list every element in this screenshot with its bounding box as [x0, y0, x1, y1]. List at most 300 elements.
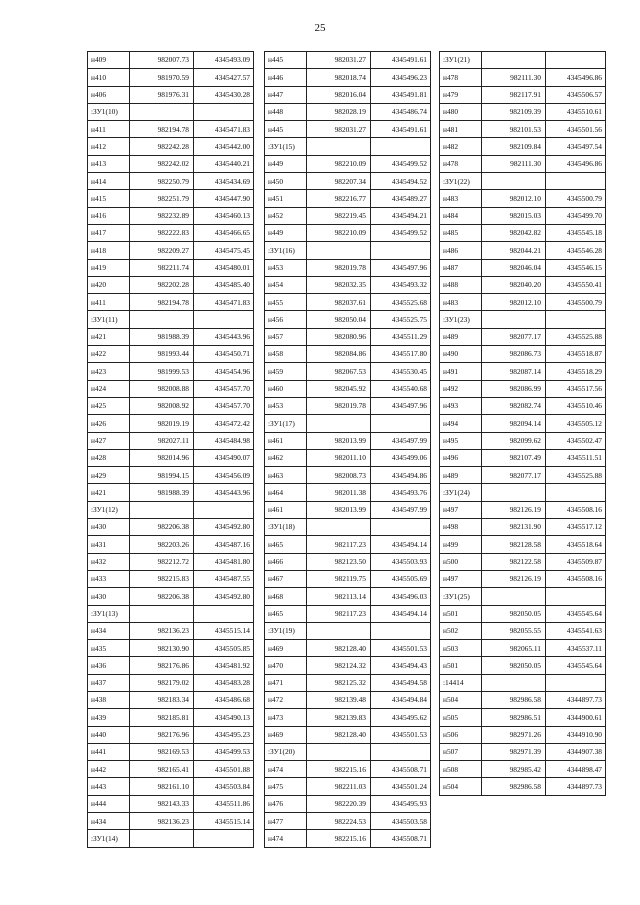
- table-row: [88, 467, 254, 484]
- point-id-cell: н486: [440, 242, 482, 259]
- point-id-cell: н439: [88, 709, 130, 726]
- section-header-row: [440, 52, 606, 69]
- y-coordinate-cell: 4344907.38: [546, 743, 606, 760]
- y-coordinate-cell: 4345481.92: [194, 657, 254, 674]
- table-row: [440, 190, 606, 207]
- table-row: [88, 691, 254, 708]
- y-coordinate-cell: 4345486.68: [194, 691, 254, 708]
- x-coordinate-cell: 981993.44: [130, 346, 194, 363]
- x-coordinate-cell: 982045.92: [307, 380, 371, 397]
- table-row: [440, 86, 606, 103]
- point-id-cell: н426: [88, 415, 130, 432]
- y-coordinate-cell: 4344897.73: [546, 691, 606, 708]
- point-id-cell: н456: [265, 311, 307, 328]
- x-coordinate-cell: 982194.78: [130, 121, 194, 138]
- x-coordinate-cell: 982986.58: [482, 691, 546, 708]
- table-row: [88, 328, 254, 345]
- section-header-row: [440, 588, 606, 605]
- point-id-cell: н493: [440, 397, 482, 414]
- point-id-cell: н472: [265, 691, 307, 708]
- x-coordinate-cell: 982117.23: [307, 605, 371, 622]
- y-coordinate-cell: 4345550.41: [546, 276, 606, 293]
- table-row: [88, 173, 254, 190]
- y-coordinate-cell: 4345481.80: [194, 553, 254, 570]
- point-id-cell: н409: [88, 52, 130, 69]
- x-coordinate-cell: 982119.75: [307, 570, 371, 587]
- y-coordinate-cell: 4345511.51: [546, 449, 606, 466]
- y-coordinate-cell: 4345546.15: [546, 259, 606, 276]
- table-row: [88, 155, 254, 172]
- table-row: [88, 484, 254, 501]
- point-id-cell: н415: [88, 190, 130, 207]
- x-coordinate-cell: 982128.40: [307, 726, 371, 743]
- y-coordinate-cell: 4345530.45: [371, 363, 431, 380]
- x-coordinate-cell: 982216.77: [307, 190, 371, 207]
- x-coordinate-cell: [307, 743, 371, 760]
- x-coordinate-cell: 982215.16: [307, 761, 371, 778]
- point-id-cell: н413: [88, 155, 130, 172]
- x-coordinate-cell: 982122.58: [482, 553, 546, 570]
- y-coordinate-cell: [194, 830, 254, 847]
- table-row: [265, 207, 431, 224]
- x-coordinate-cell: 982037.61: [307, 294, 371, 311]
- y-coordinate-cell: 4345503.58: [371, 813, 431, 830]
- y-coordinate-cell: 4345443.96: [194, 328, 254, 345]
- table-row: [440, 432, 606, 449]
- point-id-cell: :ЗУ1(25): [440, 588, 482, 605]
- table-row: [265, 553, 431, 570]
- table-row: [440, 640, 606, 657]
- point-id-cell: н451: [265, 190, 307, 207]
- point-id-cell: н478: [440, 69, 482, 86]
- table-row: [440, 657, 606, 674]
- point-id-cell: :ЗУ1(17): [265, 415, 307, 432]
- point-id-cell: н447: [265, 86, 307, 103]
- y-coordinate-cell: 4345505.69: [371, 570, 431, 587]
- point-id-cell: н482: [440, 138, 482, 155]
- table-row: [88, 138, 254, 155]
- table-row: [88, 795, 254, 812]
- table-row: [440, 69, 606, 86]
- point-id-cell: н446: [265, 69, 307, 86]
- y-coordinate-cell: 4345456.09: [194, 467, 254, 484]
- table-row: [440, 259, 606, 276]
- table-row: [265, 674, 431, 691]
- table-row: [440, 726, 606, 743]
- x-coordinate-cell: 982015.03: [482, 207, 546, 224]
- point-id-cell: н483: [440, 190, 482, 207]
- y-coordinate-cell: 4345515.14: [194, 622, 254, 639]
- y-coordinate-cell: 4345496.86: [546, 155, 606, 172]
- y-coordinate-cell: 4345497.54: [546, 138, 606, 155]
- table-row: [265, 657, 431, 674]
- table-row: [440, 294, 606, 311]
- table-row: [88, 363, 254, 380]
- y-coordinate-cell: 4345492.80: [194, 588, 254, 605]
- point-id-cell: :ЗУ1(19): [265, 622, 307, 639]
- point-id-cell: н479: [440, 86, 482, 103]
- y-coordinate-cell: 4345497.96: [371, 397, 431, 414]
- table-row: [88, 570, 254, 587]
- y-coordinate-cell: 4345501.24: [371, 778, 431, 795]
- point-id-cell: н445: [265, 52, 307, 69]
- x-coordinate-cell: 981970.59: [130, 69, 194, 86]
- y-coordinate-cell: 4345494.21: [371, 207, 431, 224]
- point-id-cell: н469: [265, 640, 307, 657]
- point-id-cell: :ЗУ1(12): [88, 501, 130, 518]
- section-header-row: [265, 743, 431, 760]
- x-coordinate-cell: 982008.88: [130, 380, 194, 397]
- y-coordinate-cell: 4345434.69: [194, 173, 254, 190]
- table-row: [88, 657, 254, 674]
- y-coordinate-cell: 4345496.86: [546, 69, 606, 86]
- y-coordinate-cell: [371, 415, 431, 432]
- section-header-row: [440, 173, 606, 190]
- x-coordinate-cell: 982202.28: [130, 276, 194, 293]
- x-coordinate-cell: [482, 588, 546, 605]
- point-id-cell: н464: [265, 484, 307, 501]
- y-coordinate-cell: 4345457.70: [194, 380, 254, 397]
- coordinates-table-3: [439, 51, 606, 796]
- table-row: [440, 328, 606, 345]
- x-coordinate-cell: 982206.38: [130, 588, 194, 605]
- point-id-cell: н459: [265, 363, 307, 380]
- section-header-row: [265, 622, 431, 639]
- x-coordinate-cell: 982018.74: [307, 69, 371, 86]
- x-coordinate-cell: 982169.53: [130, 743, 194, 760]
- y-coordinate-cell: 4345500.79: [546, 294, 606, 311]
- x-coordinate-cell: 982082.74: [482, 397, 546, 414]
- point-id-cell: н504: [440, 778, 482, 795]
- point-id-cell: н452: [265, 207, 307, 224]
- point-id-cell: н502: [440, 622, 482, 639]
- point-id-cell: н431: [88, 536, 130, 553]
- coordinates-table-2: [264, 51, 431, 848]
- point-id-cell: н481: [440, 121, 482, 138]
- y-coordinate-cell: 4345540.68: [371, 380, 431, 397]
- point-id-cell: н478: [440, 155, 482, 172]
- table-row: [88, 121, 254, 138]
- y-coordinate-cell: 4345460.13: [194, 207, 254, 224]
- table-row: [265, 363, 431, 380]
- point-id-cell: н498: [440, 519, 482, 536]
- x-coordinate-cell: 982019.78: [307, 397, 371, 414]
- y-coordinate-cell: 4345515.14: [194, 813, 254, 830]
- y-coordinate-cell: 4345541.63: [546, 622, 606, 639]
- table-row: [88, 709, 254, 726]
- y-coordinate-cell: 4345489.27: [371, 190, 431, 207]
- y-coordinate-cell: 4345457.70: [194, 397, 254, 414]
- x-coordinate-cell: 982013.99: [307, 432, 371, 449]
- x-coordinate-cell: [130, 103, 194, 120]
- point-id-cell: н445: [265, 121, 307, 138]
- point-id-cell: :ЗУ1(13): [88, 605, 130, 622]
- x-coordinate-cell: 982986.51: [482, 709, 546, 726]
- point-id-cell: н462: [265, 449, 307, 466]
- x-coordinate-cell: 981988.39: [130, 484, 194, 501]
- y-coordinate-cell: 4345494.84: [371, 691, 431, 708]
- table-row: [265, 276, 431, 293]
- y-coordinate-cell: 4345427.57: [194, 69, 254, 86]
- x-coordinate-cell: 982019.78: [307, 259, 371, 276]
- table-row: [265, 588, 431, 605]
- y-coordinate-cell: 4345525.68: [371, 294, 431, 311]
- table-row: [440, 224, 606, 241]
- point-id-cell: н460: [265, 380, 307, 397]
- y-coordinate-cell: 4345483.28: [194, 674, 254, 691]
- point-id-cell: н436: [88, 657, 130, 674]
- point-id-cell: н437: [88, 674, 130, 691]
- point-id-cell: н458: [265, 346, 307, 363]
- point-id-cell: н424: [88, 380, 130, 397]
- point-id-cell: :ЗУ1(11): [88, 311, 130, 328]
- x-coordinate-cell: 982210.09: [307, 224, 371, 241]
- table-row: [265, 726, 431, 743]
- point-id-cell: н469: [265, 726, 307, 743]
- x-coordinate-cell: 982016.04: [307, 86, 371, 103]
- table-row: [265, 605, 431, 622]
- x-coordinate-cell: 982044.21: [482, 242, 546, 259]
- table-row: [440, 761, 606, 778]
- y-coordinate-cell: 4345485.40: [194, 276, 254, 293]
- y-coordinate-cell: 4345443.96: [194, 484, 254, 501]
- x-coordinate-cell: 982125.32: [307, 674, 371, 691]
- point-id-cell: н508: [440, 761, 482, 778]
- point-id-cell: н487: [440, 259, 482, 276]
- y-coordinate-cell: 4344898.47: [546, 761, 606, 778]
- table-row: [88, 743, 254, 760]
- y-coordinate-cell: 4345475.45: [194, 242, 254, 259]
- x-coordinate-cell: 982012.10: [482, 294, 546, 311]
- point-id-cell: :14414: [440, 674, 482, 691]
- point-id-cell: н504: [440, 691, 482, 708]
- table-row: [440, 778, 606, 795]
- x-coordinate-cell: 982126.19: [482, 501, 546, 518]
- x-coordinate-cell: 982207.34: [307, 173, 371, 190]
- x-coordinate-cell: 982077.17: [482, 328, 546, 345]
- point-id-cell: н484: [440, 207, 482, 224]
- y-coordinate-cell: 4345499.06: [371, 449, 431, 466]
- y-coordinate-cell: 4345495.23: [194, 726, 254, 743]
- point-id-cell: н496: [440, 449, 482, 466]
- point-id-cell: н485: [440, 224, 482, 241]
- y-coordinate-cell: 4344897.73: [546, 778, 606, 795]
- x-coordinate-cell: [482, 674, 546, 691]
- y-coordinate-cell: 4345430.28: [194, 86, 254, 103]
- y-coordinate-cell: 4345471.83: [194, 294, 254, 311]
- x-coordinate-cell: 982232.89: [130, 207, 194, 224]
- table-row: [440, 138, 606, 155]
- x-coordinate-cell: 982032.35: [307, 276, 371, 293]
- x-coordinate-cell: 982107.49: [482, 449, 546, 466]
- table-row: [88, 761, 254, 778]
- y-coordinate-cell: 4345497.99: [371, 501, 431, 518]
- x-coordinate-cell: 982080.96: [307, 328, 371, 345]
- table-row: [440, 242, 606, 259]
- x-coordinate-cell: 982019.19: [130, 415, 194, 432]
- table-row: [440, 121, 606, 138]
- table-row: [265, 432, 431, 449]
- y-coordinate-cell: 4345517.56: [546, 380, 606, 397]
- table-row: [265, 813, 431, 830]
- x-coordinate-cell: 982215.83: [130, 570, 194, 587]
- x-coordinate-cell: 982014.96: [130, 449, 194, 466]
- y-coordinate-cell: 4345494.43: [371, 657, 431, 674]
- point-id-cell: н418: [88, 242, 130, 259]
- point-id-cell: н448: [265, 103, 307, 120]
- point-id-cell: н411: [88, 121, 130, 138]
- y-coordinate-cell: 4345487.55: [194, 570, 254, 587]
- x-coordinate-cell: 982101.53: [482, 121, 546, 138]
- table-row: [88, 415, 254, 432]
- x-coordinate-cell: 982042.82: [482, 224, 546, 241]
- point-id-cell: н483: [440, 294, 482, 311]
- x-coordinate-cell: 982986.58: [482, 778, 546, 795]
- point-id-cell: н419: [88, 259, 130, 276]
- x-coordinate-cell: 982971.26: [482, 726, 546, 743]
- y-coordinate-cell: 4345511.86: [194, 795, 254, 812]
- point-id-cell: н466: [265, 553, 307, 570]
- x-coordinate-cell: 982176.96: [130, 726, 194, 743]
- y-coordinate-cell: 4345497.99: [371, 432, 431, 449]
- y-coordinate-cell: [371, 242, 431, 259]
- point-id-cell: н455: [265, 294, 307, 311]
- point-id-cell: :ЗУ1(24): [440, 484, 482, 501]
- x-coordinate-cell: [482, 311, 546, 328]
- point-id-cell: н411: [88, 294, 130, 311]
- point-id-cell: н503: [440, 640, 482, 657]
- table-row: [88, 52, 254, 69]
- section-header-row: [88, 103, 254, 120]
- x-coordinate-cell: 982012.10: [482, 190, 546, 207]
- y-coordinate-cell: 4345487.16: [194, 536, 254, 553]
- y-coordinate-cell: 4345502.47: [546, 432, 606, 449]
- y-coordinate-cell: 4345501.88: [194, 761, 254, 778]
- table-row: [265, 224, 431, 241]
- point-id-cell: н420: [88, 276, 130, 293]
- y-coordinate-cell: 4345471.83: [194, 121, 254, 138]
- x-coordinate-cell: [130, 501, 194, 518]
- y-coordinate-cell: 4345490.13: [194, 709, 254, 726]
- table-row: [440, 501, 606, 518]
- point-id-cell: н471: [265, 674, 307, 691]
- y-coordinate-cell: 4345505.85: [194, 640, 254, 657]
- point-id-cell: н474: [265, 761, 307, 778]
- x-coordinate-cell: 982183.34: [130, 691, 194, 708]
- table-row: [265, 311, 431, 328]
- table-row: [440, 467, 606, 484]
- x-coordinate-cell: 982131.90: [482, 519, 546, 536]
- table-row: [88, 449, 254, 466]
- y-coordinate-cell: [371, 519, 431, 536]
- section-header-row: [440, 484, 606, 501]
- y-coordinate-cell: 4345546.28: [546, 242, 606, 259]
- x-coordinate-cell: 982046.04: [482, 259, 546, 276]
- x-coordinate-cell: 982027.11: [130, 432, 194, 449]
- x-coordinate-cell: 982203.26: [130, 536, 194, 553]
- x-coordinate-cell: 982087.14: [482, 363, 546, 380]
- x-coordinate-cell: [307, 415, 371, 432]
- table-row: [440, 691, 606, 708]
- x-coordinate-cell: [482, 52, 546, 69]
- x-coordinate-cell: 982055.55: [482, 622, 546, 639]
- table-row: [88, 553, 254, 570]
- table-row: [88, 294, 254, 311]
- section-header-row: [265, 415, 431, 432]
- table-row: [265, 691, 431, 708]
- y-coordinate-cell: 4345508.16: [546, 570, 606, 587]
- table-row: [440, 553, 606, 570]
- x-coordinate-cell: 982109.84: [482, 138, 546, 155]
- y-coordinate-cell: 4345545.64: [546, 657, 606, 674]
- table-row: [265, 155, 431, 172]
- x-coordinate-cell: 982086.73: [482, 346, 546, 363]
- point-id-cell: н480: [440, 103, 482, 120]
- table-row: [440, 397, 606, 414]
- x-coordinate-cell: 982113.14: [307, 588, 371, 605]
- table-row: [265, 570, 431, 587]
- table-row: [440, 570, 606, 587]
- x-coordinate-cell: 982210.09: [307, 155, 371, 172]
- y-coordinate-cell: 4345545.18: [546, 224, 606, 241]
- table-row: [88, 259, 254, 276]
- point-id-cell: н414: [88, 173, 130, 190]
- x-coordinate-cell: [482, 484, 546, 501]
- point-id-cell: н461: [265, 432, 307, 449]
- point-id-cell: н489: [440, 328, 482, 345]
- point-id-cell: н490: [440, 346, 482, 363]
- x-coordinate-cell: 982028.19: [307, 103, 371, 120]
- x-coordinate-cell: 982111.30: [482, 69, 546, 86]
- table-row: [88, 86, 254, 103]
- y-coordinate-cell: [546, 311, 606, 328]
- point-id-cell: н470: [265, 657, 307, 674]
- table-row: [88, 640, 254, 657]
- section-header-row: [88, 501, 254, 518]
- y-coordinate-cell: 4345525.88: [546, 467, 606, 484]
- x-coordinate-cell: 982985.42: [482, 761, 546, 778]
- table-row: [440, 743, 606, 760]
- table-row: [88, 242, 254, 259]
- point-id-cell: н499: [440, 536, 482, 553]
- point-id-cell: н442: [88, 761, 130, 778]
- table-row: [265, 467, 431, 484]
- x-coordinate-cell: 982139.48: [307, 691, 371, 708]
- table-row: [88, 346, 254, 363]
- y-coordinate-cell: 4345466.65: [194, 224, 254, 241]
- table-row: [88, 397, 254, 414]
- x-coordinate-cell: 982219.45: [307, 207, 371, 224]
- point-id-cell: н406: [88, 86, 130, 103]
- x-coordinate-cell: 982031.27: [307, 121, 371, 138]
- table-row: [440, 449, 606, 466]
- point-id-cell: н453: [265, 397, 307, 414]
- table-row: [265, 449, 431, 466]
- y-coordinate-cell: 4345491.81: [371, 86, 431, 103]
- y-coordinate-cell: 4345492.80: [194, 519, 254, 536]
- section-header-row: [265, 242, 431, 259]
- table-row: [440, 622, 606, 639]
- x-coordinate-cell: 981994.15: [130, 467, 194, 484]
- table-row: [88, 622, 254, 639]
- table-row: [440, 207, 606, 224]
- y-coordinate-cell: 4345525.88: [546, 328, 606, 345]
- x-coordinate-cell: 982099.62: [482, 432, 546, 449]
- x-coordinate-cell: 982251.79: [130, 190, 194, 207]
- y-coordinate-cell: 4345454.96: [194, 363, 254, 380]
- x-coordinate-cell: [307, 242, 371, 259]
- y-coordinate-cell: 4345501.53: [371, 640, 431, 657]
